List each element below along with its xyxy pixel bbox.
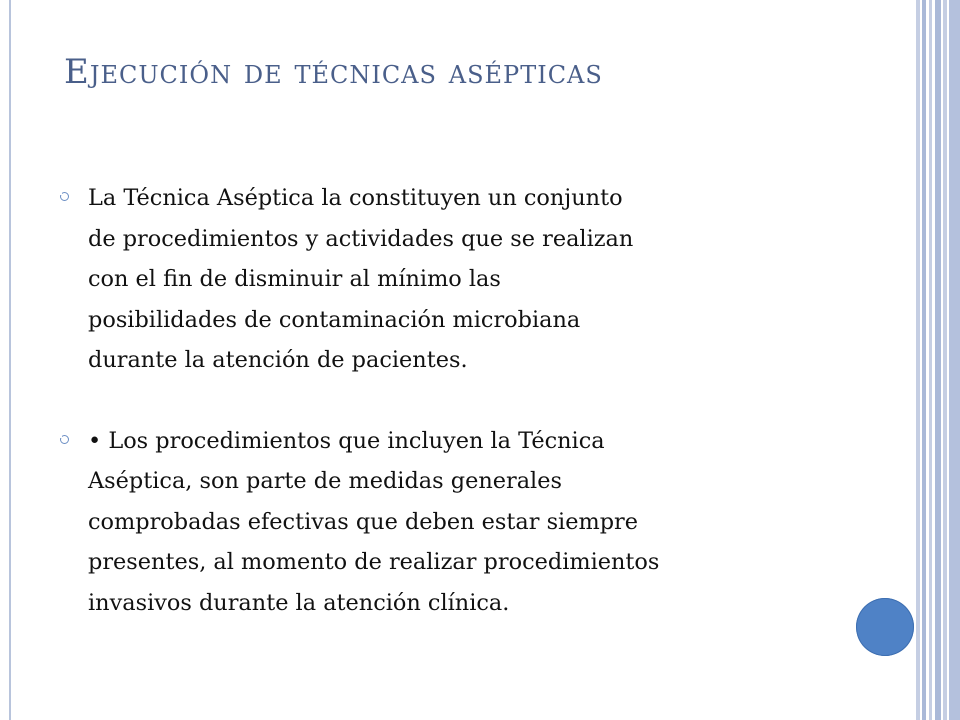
- bullet-item: [58, 421, 828, 624]
- slide-body: [58, 178, 828, 623]
- decorative-bar: [943, 0, 947, 720]
- decorative-bar: [929, 0, 932, 720]
- left-frame-line: [9, 0, 11, 720]
- decorative-bar: [922, 0, 926, 720]
- decorative-bar: [916, 0, 920, 720]
- bullet-item: [58, 178, 828, 381]
- decorative-bar: [935, 0, 941, 720]
- slide-title: Ejecución de técnicas asépticas: [64, 52, 603, 92]
- bullet-ring-icon: [60, 192, 69, 201]
- decorative-bar: [949, 0, 960, 720]
- bullet-text: La Técnica Aséptica la constituyen un conjunto de procedimientos y actividades que se realizan con el fin de disminuir al mínimo las posibilidades de contaminación microbiana durante la atención de pacientes.: [88, 185, 634, 373]
- decorative-circle: [856, 598, 914, 656]
- bullet-text: • Los procedimientos que incluyen la Técnica Aséptica, son parte de medidas generales comprobadas efectivas que deben estar siempre presentes, al momento de realizar procedimientos invasivos durante la atención clínica.: [88, 427, 660, 616]
- right-decorative-bars: [916, 0, 960, 720]
- bullet-ring-icon: [60, 435, 69, 444]
